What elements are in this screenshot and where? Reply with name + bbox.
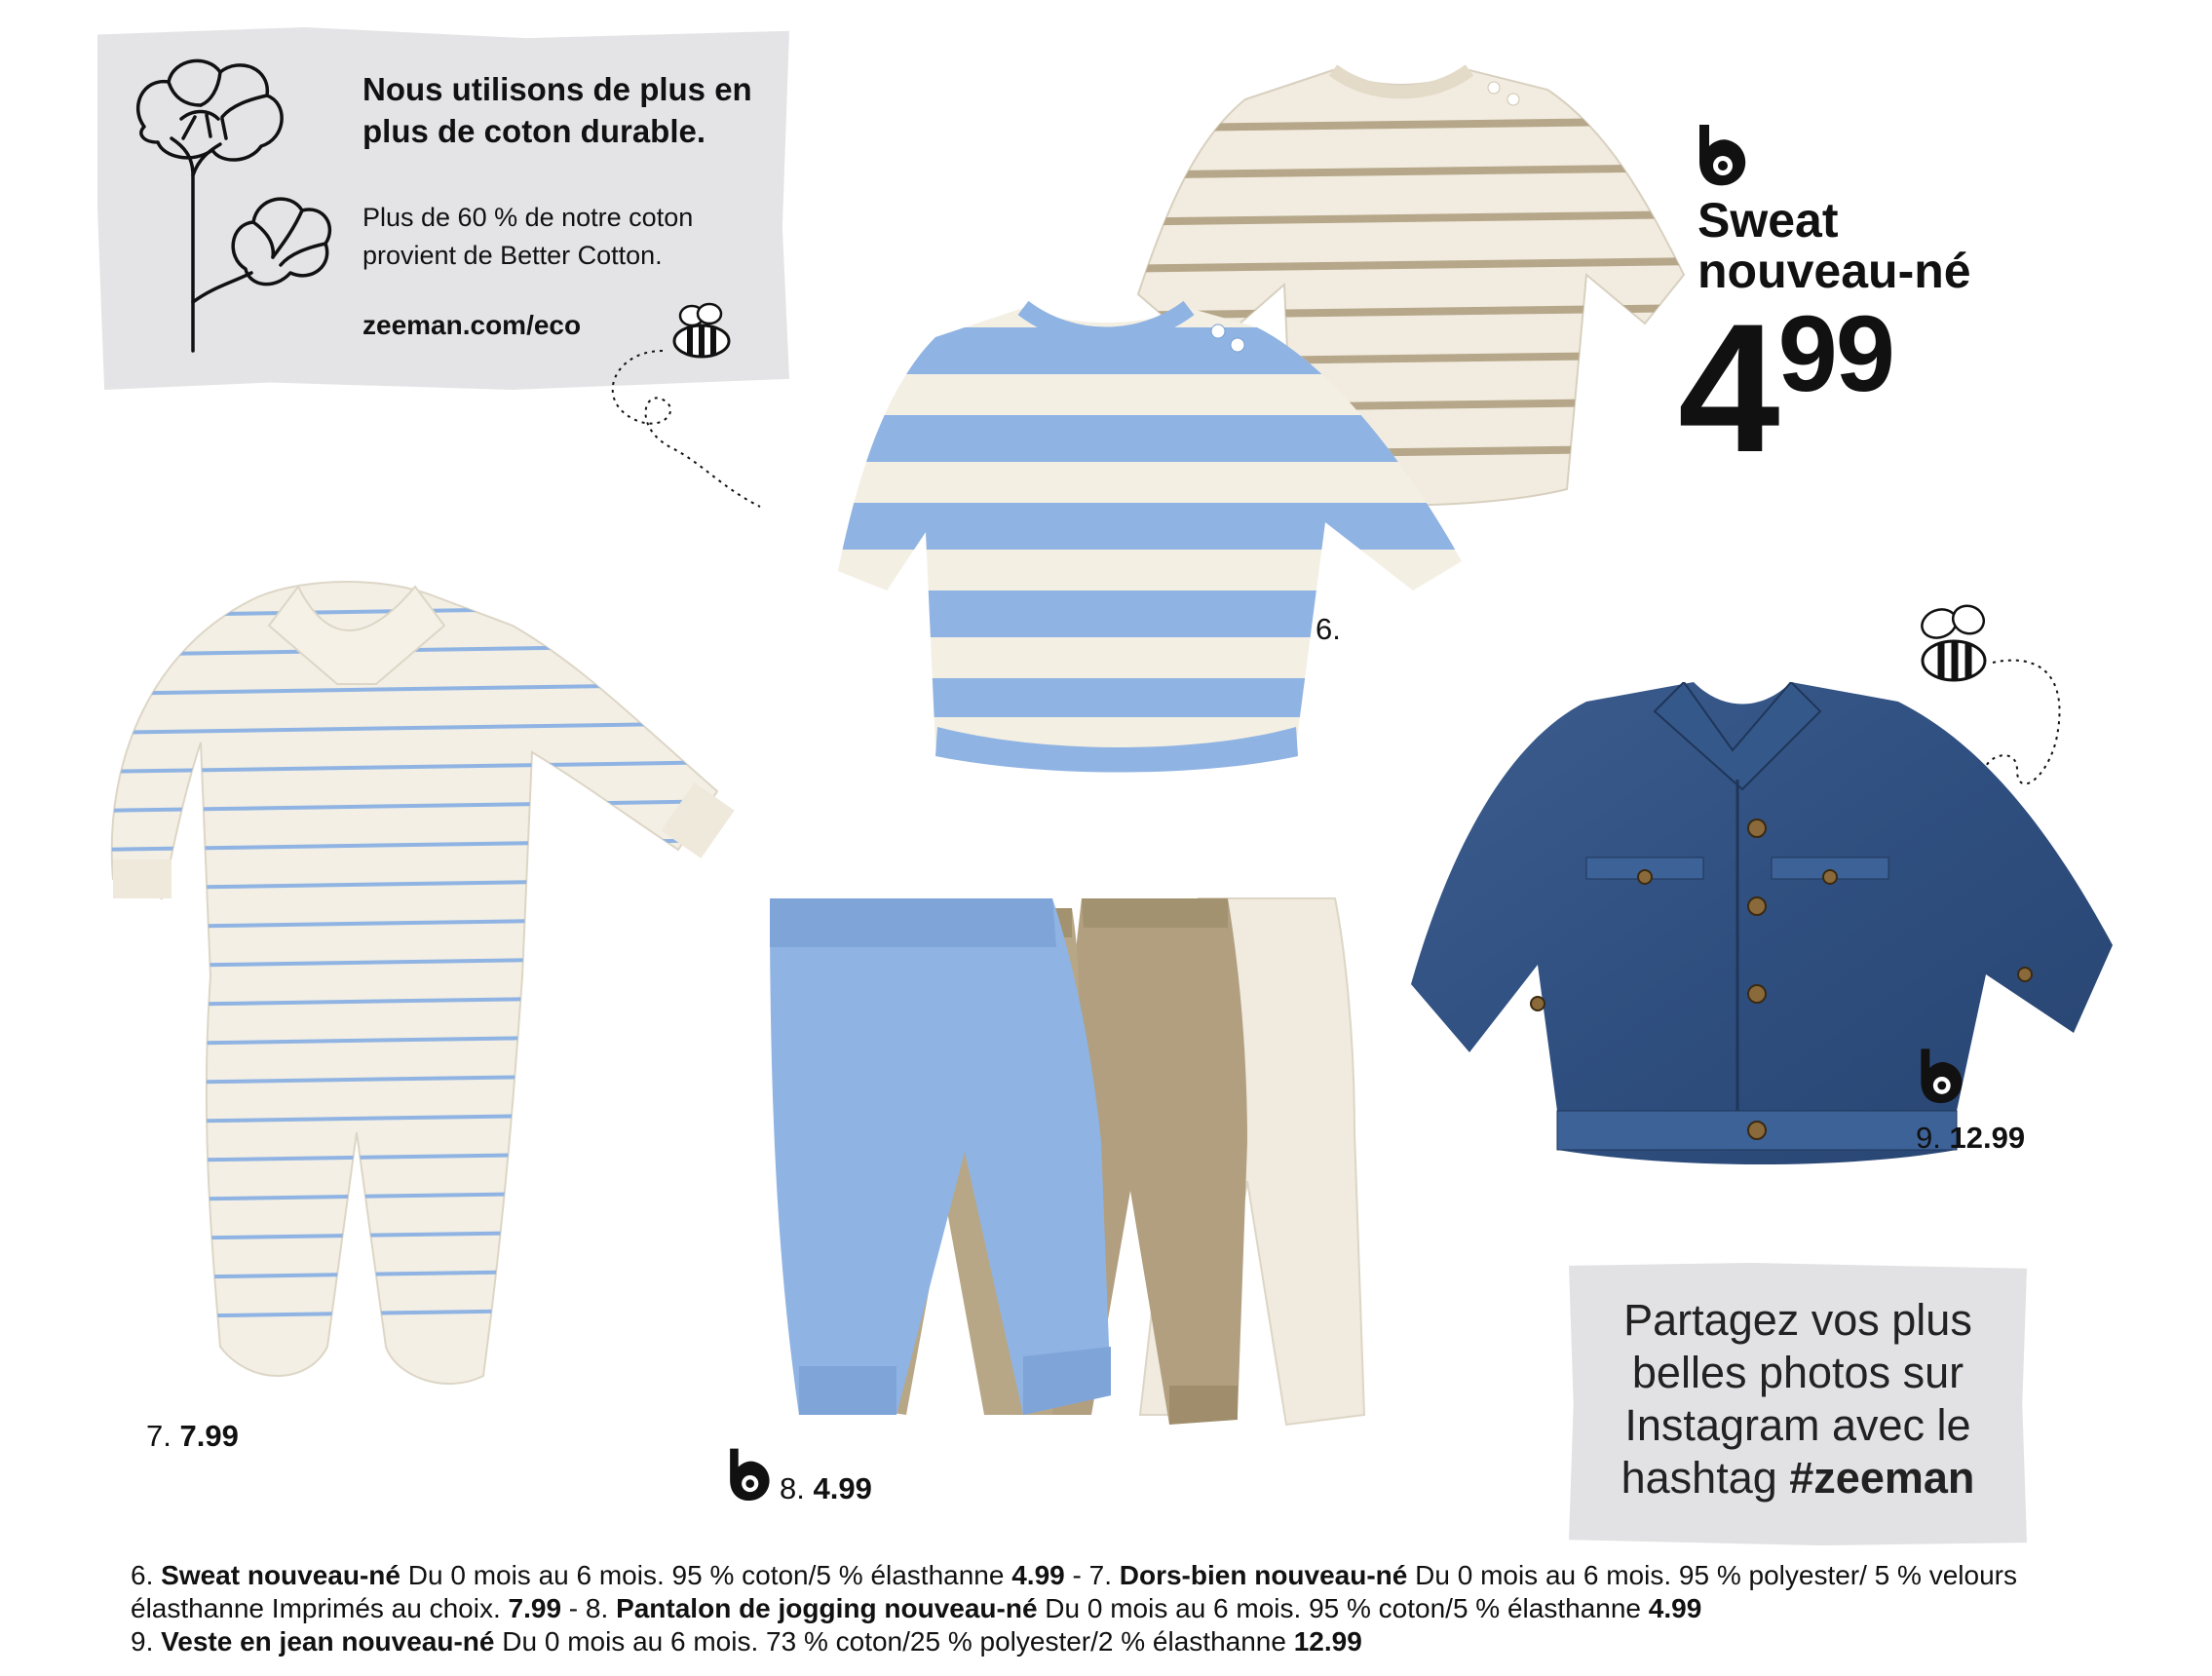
product-9-number: 9. [1916,1121,1941,1155]
footer-item-6-price: 4.99 [1011,1560,1065,1590]
hero-name-line1: Sweat [1697,193,1839,248]
better-cotton-logo-icon [725,1448,772,1503]
footer-item-9-number: 9. [131,1626,162,1657]
instagram-line4 [1569,1452,2027,1505]
striped-sleepsuit-image [94,567,737,1395]
cotton-plant-icon [125,49,359,361]
instagram-line1: Partagez vos plus [1623,1295,1972,1345]
bee-icon [594,292,770,516]
eco-body: Plus de 60 % de notre coton provient de Better Cotton. [362,203,694,270]
product-7-number: 7. [146,1419,172,1453]
product-9-price [1916,1121,2025,1156]
footer-item-8-name: Pantalon de jogging nouveau-né [616,1593,1038,1623]
instagram-line2: belles photos sur [1631,1348,1964,1397]
product-7-amount: 7.99 [179,1419,239,1453]
product-8-price [780,1471,872,1506]
footer-item-9-price: 12.99 [1293,1626,1362,1657]
instagram-hashtag[interactable]: #zeeman [1789,1453,1975,1503]
footer-item-6-desc: Du 0 mois au 6 mois. 95 % coton/5 % élasthanne [400,1560,1012,1590]
footer-item-9-desc: Du 0 mois au 6 mois. 73 % coton/25 % polyester/2 % élasthanne [494,1626,1294,1657]
better-cotton-logo-icon [1694,125,1748,187]
hero-price [1678,286,1893,490]
footer-separator: - [1064,1560,1089,1590]
footer-item-6-name: Sweat nouveau-né [161,1560,400,1590]
product-8-amount: 4.99 [813,1471,872,1505]
product-8-number: 8. [780,1471,805,1505]
denim-jacket-image [1411,682,2113,1169]
hero-product-name [1697,195,1971,296]
footer-item-8-price: 4.99 [1648,1593,1702,1623]
instagram-text [1569,1294,2027,1505]
footer-item-8-number: 8. [585,1593,617,1623]
footer-item-7-desc: Du 0 mois au 6 mois. 95 % polyester/ 5 % velours élasthanne Imprimés au choix. [131,1560,2017,1623]
blue-striped-sweat-image [828,298,1471,776]
footer-item-7-number: 7. [1088,1560,1120,1590]
hero-price-decimals: 99 [1777,294,1893,414]
eco-link[interactable]: zeeman.com/eco [362,310,582,340]
eco-title: Nous utilisons de plus en plus de coton durable. [362,71,752,149]
footer-separator: - [561,1593,586,1623]
product-7-price [146,1419,239,1454]
footer-item-8-desc: Du 0 mois au 6 mois. 95 % coton/5 % élasthanne [1037,1593,1649,1623]
footer-item-7-name: Dors-bien nouveau-né [1119,1560,1408,1590]
better-cotton-logo-icon [1916,1048,1964,1105]
footer-item-6-number: 6. [131,1560,162,1590]
product-6-number: 6. [1316,612,1341,646]
product-9-amount: 12.99 [1949,1121,2026,1155]
footer-item-9-name: Veste en jean nouveau-né [161,1626,495,1657]
product-details-footer [131,1559,2138,1658]
instagram-line3: Instagram avec le [1624,1400,1971,1450]
instagram-line4-prefix: hashtag [1621,1453,1790,1503]
hero-name-line2: nouveau-né [1697,244,1971,298]
jogging-pants-image [741,889,1384,1444]
hero-price-integer: 4 [1678,286,1774,490]
footer-item-7-price: 7.99 [508,1593,562,1623]
